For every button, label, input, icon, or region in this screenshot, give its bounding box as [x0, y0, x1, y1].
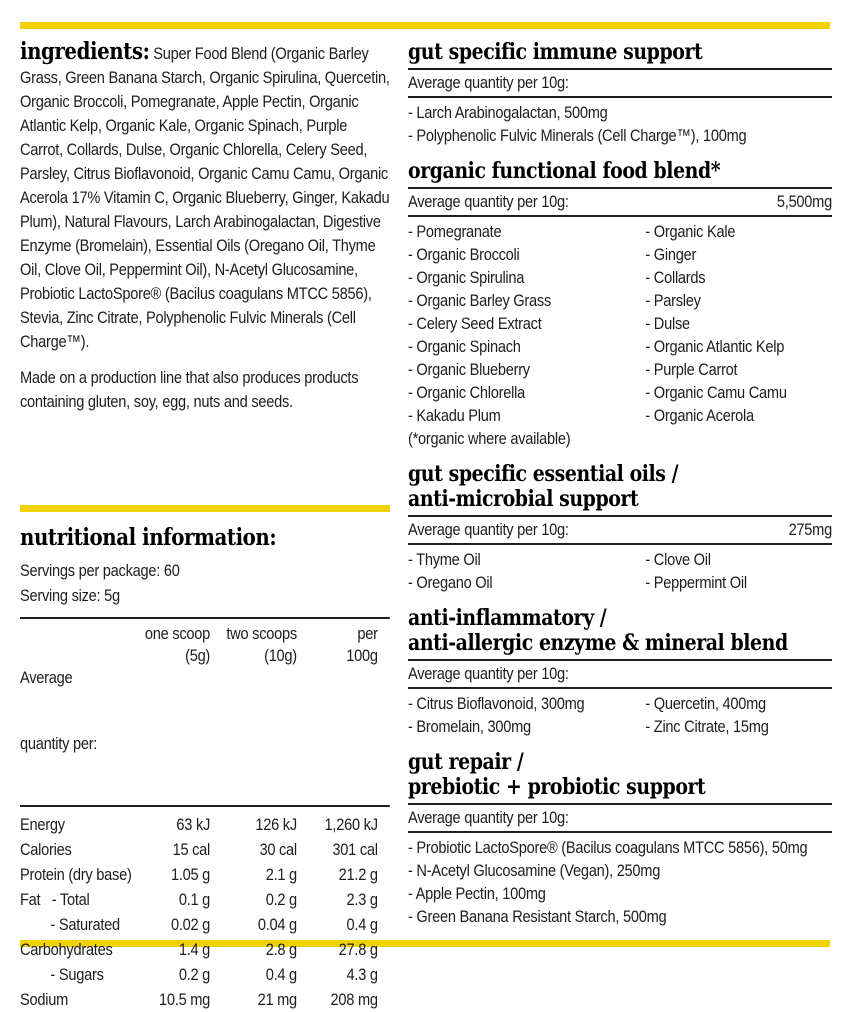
value-per-100g: 0.4 g	[346, 915, 378, 934]
value-one-scoop: 0.02 g	[170, 915, 211, 934]
average-quantity-value: 5,500mg	[776, 192, 832, 211]
ingredients-text: Super Food Blend (Organic Barley Grass, Green Banana Starch, Organic Spirulina, Quercetin, Organic Broccoli, Pomegranate, Apple Pectin, Organic Atlantic Kelp, Organic Kale, Organic Spinach, Purple Carrot, Collards, Dulse, Organic Chlorella, Celery Seed, Parsley, Citrus Bioflavonoid, Organic Camu Camu, Organic Acerola 17% Vitamin C, Organic Blueberry, Ginger, Kakadu Plum), Natural Flavours, Larch Arabinogalactan, Digestive Enzyme (Bromelain), Essential Oils (Oregano Oil, Thyme Oil, Clove Oil, Peppermint Oil), N-Acetyl Glucosamine, Probiotic LactoSpore® (Bacilus coagulans MTCC 5856), Stevia, Zinc Citrate, Polyphenolic Fulvic Minerals (Cell Charge™).	[20, 44, 390, 351]
nutrient-name: - Saturated	[20, 915, 120, 934]
value-per-100g: 27.8 g	[338, 940, 378, 959]
value-two-scoops: 0.04 g	[257, 915, 297, 934]
ingredient-item: - Organic Blueberry	[408, 360, 530, 379]
ingredient-item: - Thyme Oil	[408, 550, 481, 569]
ingredient-columns	[408, 689, 832, 738]
section-title-line2: prebiotic + probiotic support	[408, 774, 706, 800]
ingredient-item: - Organic Atlantic Kelp	[645, 337, 785, 356]
value-per-100g: 4.3 g	[346, 965, 378, 984]
average-quantity-row	[408, 661, 832, 689]
ingredient-item: - Polyphenolic Fulvic Minerals (Cell Charge™), 100mg	[408, 126, 747, 145]
value-one-scoop: 10.5 mg	[159, 990, 211, 1009]
value-two-scoops: 0.4 g	[265, 965, 297, 984]
ingredient-item: - Organic Spirulina	[408, 268, 525, 287]
nutrient-name: Energy	[20, 815, 65, 834]
ingredient-list-right	[645, 220, 832, 427]
ingredient-item: - Kakadu Plum	[408, 406, 501, 425]
value-two-scoops: 126 kJ	[255, 815, 297, 834]
nutrition-table-row	[20, 987, 378, 1012]
nutrition-table-row	[20, 937, 378, 962]
nutrition-table-body	[20, 807, 390, 1012]
value-per-100g: 21.2 g	[338, 865, 378, 884]
ingredient-item: - Quercetin, 400mg	[645, 694, 766, 713]
nutrition-table-row	[20, 887, 378, 912]
section-title: organic functional food blend*	[408, 158, 721, 184]
section-anti-inflammatory-enzyme-mineral-blend	[408, 606, 832, 738]
nutrient-name: Protein (dry base)	[20, 865, 132, 884]
value-per-100g: 1,260 kJ	[324, 815, 378, 834]
ingredient-item: - Organic Camu Camu	[645, 383, 787, 402]
nutrient-name: Calories	[20, 840, 72, 859]
section-title: gut specific immune support	[408, 39, 703, 65]
value-one-scoop: 15 cal	[172, 840, 211, 859]
average-quantity-row	[408, 189, 832, 217]
average-quantity-value: 275mg	[788, 520, 832, 539]
ingredient-item: - Clove Oil	[645, 550, 711, 569]
nutrition-table-header	[20, 617, 390, 807]
divider-bar-middle	[20, 505, 390, 512]
ingredients-section	[20, 40, 390, 426]
ingredient-item: - Zinc Citrate, 15mg	[645, 717, 769, 736]
section-gut-repair-prebiotic-probiotic	[408, 750, 832, 928]
nutrition-table-row	[20, 862, 378, 887]
ingredient-columns	[408, 545, 832, 594]
ingredient-list-left	[408, 220, 645, 427]
value-two-scoops: 21 mg	[257, 990, 297, 1009]
ingredient-item: - Organic Barley Grass	[408, 291, 552, 310]
supplement-blend-sections	[408, 40, 832, 940]
nutrition-heading: nutritional information:	[20, 524, 277, 551]
average-quantity-label: Average quantity per 10g:	[408, 192, 569, 211]
ingredient-item: - Peppermint Oil	[645, 573, 747, 592]
nutrition-table-row	[20, 837, 378, 862]
ingredient-item: - Organic Acerola	[645, 406, 754, 425]
value-per-100g: 301 cal	[332, 840, 378, 859]
ingredient-item: - Ginger	[645, 245, 697, 264]
nutrition-section	[20, 524, 390, 1012]
header-one-scoop: one scoop (5g)	[144, 624, 211, 665]
value-one-scoop: 1.05 g	[170, 865, 211, 884]
section-gut-specific-essential-oils	[408, 462, 832, 594]
ingredient-item: - Purple Carrot	[645, 360, 738, 379]
value-per-100g: 2.3 g	[346, 890, 378, 909]
nutrient-name: Fat - Total	[20, 890, 90, 909]
nutrition-table-row	[20, 812, 378, 837]
section-title-line2: anti-microbial support	[408, 486, 639, 512]
value-one-scoop: 0.1 g	[178, 890, 211, 909]
average-quantity-row	[408, 805, 832, 833]
nutrition-table-row	[20, 912, 378, 937]
section-title: anti-inflammatory /	[408, 605, 607, 631]
ingredient-columns	[408, 217, 832, 427]
ingredient-item: - Citrus Bioflavonoid, 300mg	[408, 694, 585, 713]
divider-bar-top	[20, 22, 830, 29]
ingredient-item: - Parsley	[645, 291, 701, 310]
ingredient-list-right	[645, 548, 832, 594]
ingredient-list-right	[645, 692, 832, 738]
ingredient-item: - Organic Broccoli	[408, 245, 520, 264]
ingredient-list-left	[408, 548, 645, 594]
section-organic-functional-food-blend	[408, 159, 832, 450]
header-per-100g: per 100g	[346, 624, 378, 665]
ingredient-item: - Oregano Oil	[408, 573, 493, 592]
ingredient-item: - Probiotic LactoSpore® (Bacilus coagulans MTCC 5856), 50mg	[408, 838, 808, 857]
ingredient-item: - Apple Pectin, 100mg	[408, 884, 546, 903]
ingredient-item: - Organic Kale	[645, 222, 736, 241]
ingredient-item: - Celery Seed Extract	[408, 314, 542, 333]
section-gut-specific-immune-support	[408, 40, 832, 147]
average-quantity-row	[408, 70, 832, 98]
ingredient-item: - Larch Arabinogalactan, 500mg	[408, 103, 608, 122]
ingredient-item: - Dulse	[645, 314, 690, 333]
section-title: gut specific essential oils /	[408, 461, 679, 487]
average-quantity-label: Average quantity per 10g:	[408, 73, 569, 92]
ingredients-heading: ingredients:	[20, 38, 150, 65]
ingredient-item: - Pomegranate	[408, 222, 502, 241]
ingredient-item: - Bromelain, 300mg	[408, 717, 531, 736]
ingredient-item: - Green Banana Resistant Starch, 500mg	[408, 907, 667, 926]
value-two-scoops: 2.8 g	[265, 940, 297, 959]
average-quantity-label: Average quantity per 10g:	[408, 664, 569, 683]
ingredient-list-left	[408, 692, 645, 738]
value-two-scoops: 0.2 g	[265, 890, 297, 909]
value-one-scoop: 63 kJ	[176, 815, 211, 834]
header-two-scoops: two scoops (10g)	[226, 624, 297, 665]
value-one-scoop: 1.4 g	[178, 940, 211, 959]
value-two-scoops: 2.1 g	[265, 865, 297, 884]
average-quantity-label: Average quantity per 10g:	[408, 520, 569, 539]
average-quantity-label: Average quantity per 10g:	[408, 808, 569, 827]
ingredient-item: - N-Acetyl Glucosamine (Vegan), 250mg	[408, 861, 661, 880]
value-one-scoop: 0.2 g	[178, 965, 211, 984]
nutrient-name: Carbohydrates	[20, 940, 113, 959]
ingredient-list	[408, 98, 832, 147]
average-quantity-row	[408, 517, 832, 545]
ingredient-item: - Collards	[645, 268, 706, 287]
value-two-scoops: 30 cal	[259, 840, 297, 859]
ingredient-item: - Organic Spinach	[408, 337, 521, 356]
ingredients-paragraph	[20, 40, 390, 354]
section-title: gut repair /	[408, 749, 524, 775]
ingredient-list	[408, 833, 832, 928]
ingredient-item: - Organic Chlorella	[408, 383, 525, 402]
section-title-line2: anti-allergic enzyme & mineral blend	[408, 630, 788, 656]
nutrition-table	[20, 617, 390, 1012]
organic-footnote: (*organic where available)	[408, 429, 571, 448]
serving-size: Serving size: 5g	[20, 586, 120, 605]
value-per-100g: 208 mg	[330, 990, 378, 1009]
nutrition-table-row	[20, 962, 378, 987]
nutrient-name: - Sugars	[20, 965, 104, 984]
servings-per-package: Servings per package: 60	[20, 561, 180, 580]
header-average-quantity: Average quantity per:	[20, 668, 98, 753]
allergen-statement: Made on a production line that also produces products containing gluten, soy, egg, nuts and seeds.	[20, 368, 359, 411]
nutrient-name: Sodium	[20, 990, 69, 1009]
